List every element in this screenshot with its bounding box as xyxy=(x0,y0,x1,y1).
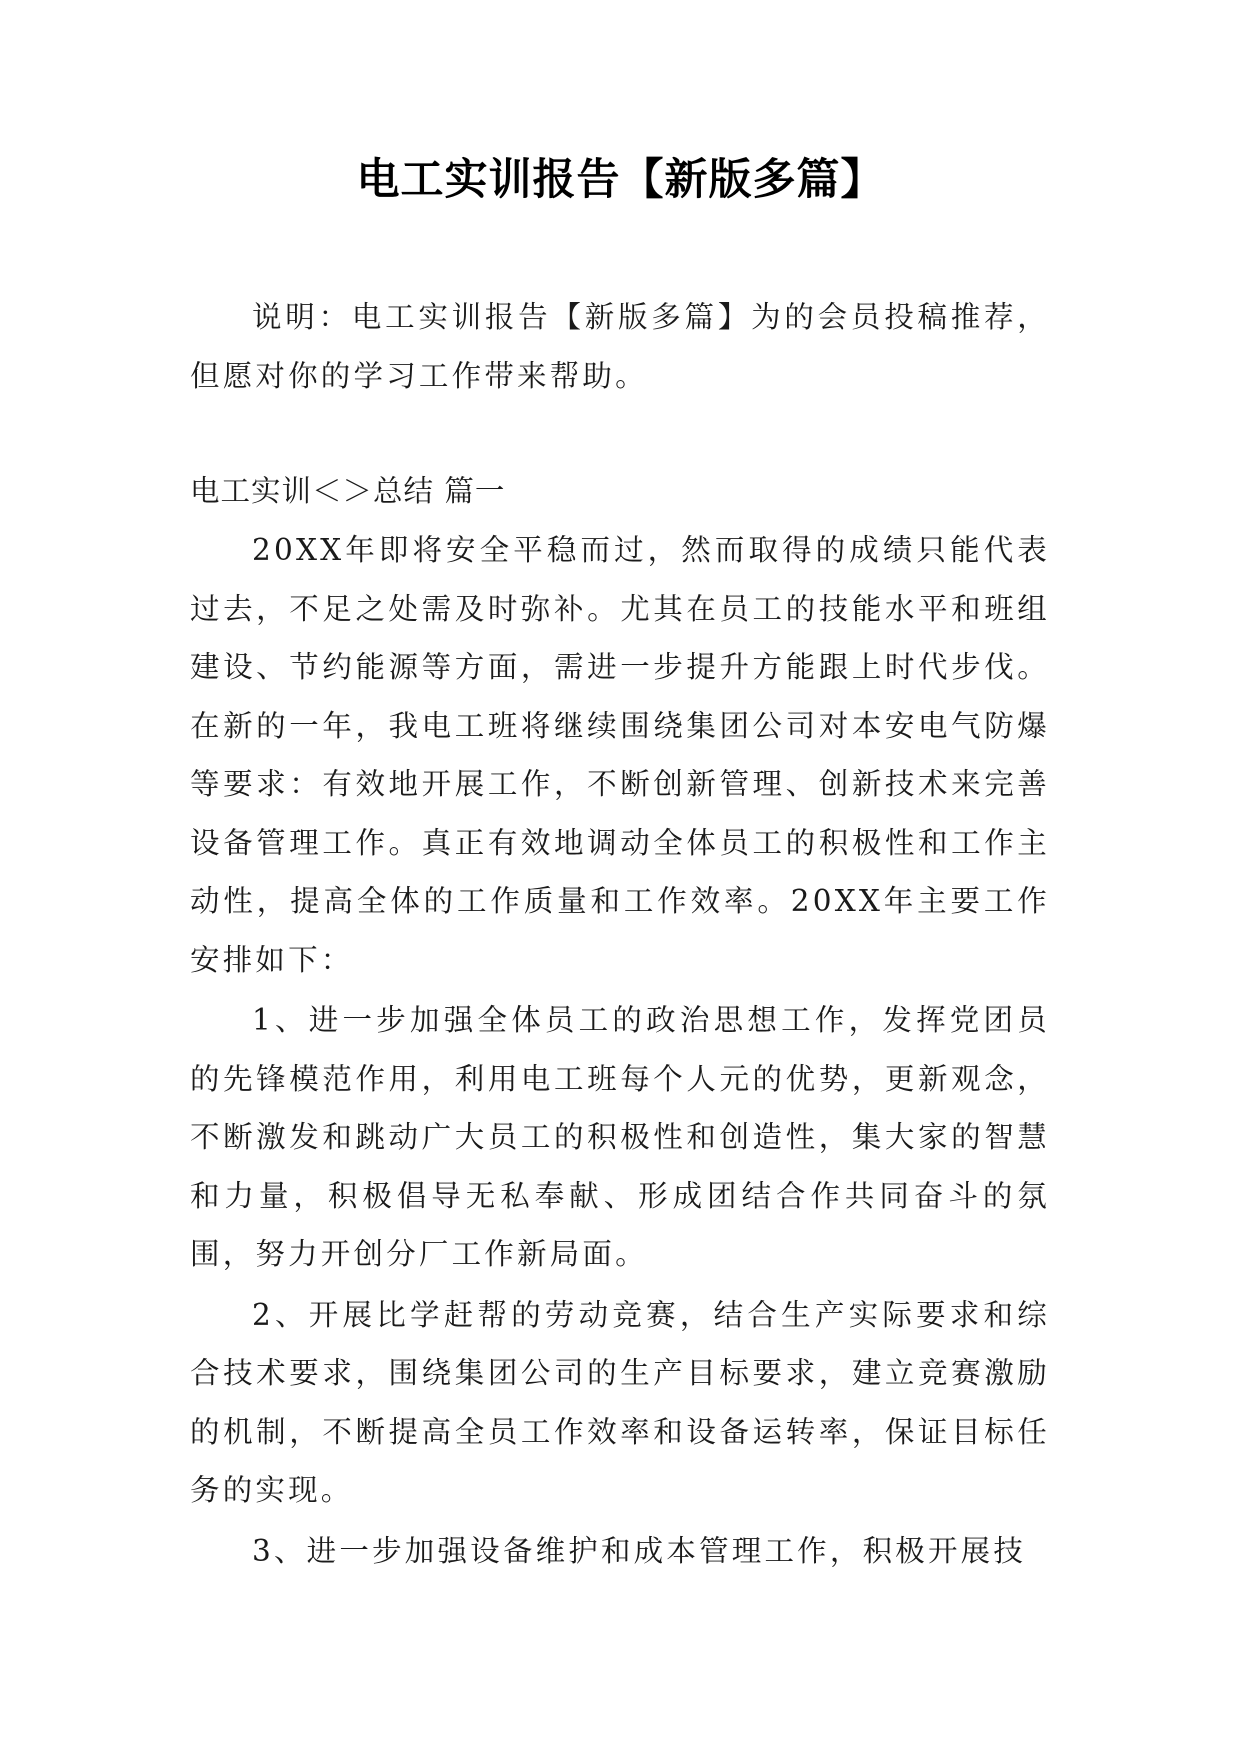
body-paragraph: 20XX年即将安全平稳而过，然而取得的成绩只能代表过去，不足之处需及时弥补。尤其在员工的技能水平和班组建设、节约能源等方面，需进一步提升方能跟上时代步伐。在新的一年，我电工班将继续围绕集团公司对本安电气防爆等要求：有效地开展工作，不断创新管理、创新技术来完善设备管理工作。真正有效地调动全体员工的积极性和工作主动性，提高全体的工作质量和工作效率。20XX年主要工作安排如下： xyxy=(190,533,1050,977)
section-heading: 电工实训＜＞总结 篇一 xyxy=(190,474,506,508)
document-title: 电工实训报告【新版多篇】 xyxy=(356,155,885,205)
section-body xyxy=(190,521,1050,1582)
body-paragraph: 2、开展比学赶帮的劳动竞赛，结合生产实际要求和综合技术要求，围绕集团公司的生产目标要求，建立竞赛激励的机制，不断提高全员工作效率和设备运转率，保证目标任务的实现。 xyxy=(190,1297,1050,1507)
intro-paragraph: 说明：电工实训报告【新版多篇】为的会员投稿推荐，但愿对你的学习工作带来帮助。 xyxy=(190,300,1050,393)
body-paragraph: 3、进一步加强设备维护和成本管理工作，积极开展技 xyxy=(252,1533,1027,1568)
body-paragraph: 1、进一步加强全体员工的政治思想工作，发挥党团员的先锋模范作用，利用电工班每个人元的优势，更新观念，不断激发和跳动广大员工的积极性和创造性，集大家的智慧和力量，积极倡导无私奉献、形成团结合作共同奋斗的氛围，努力开创分厂工作新局面。 xyxy=(190,1003,1050,1271)
